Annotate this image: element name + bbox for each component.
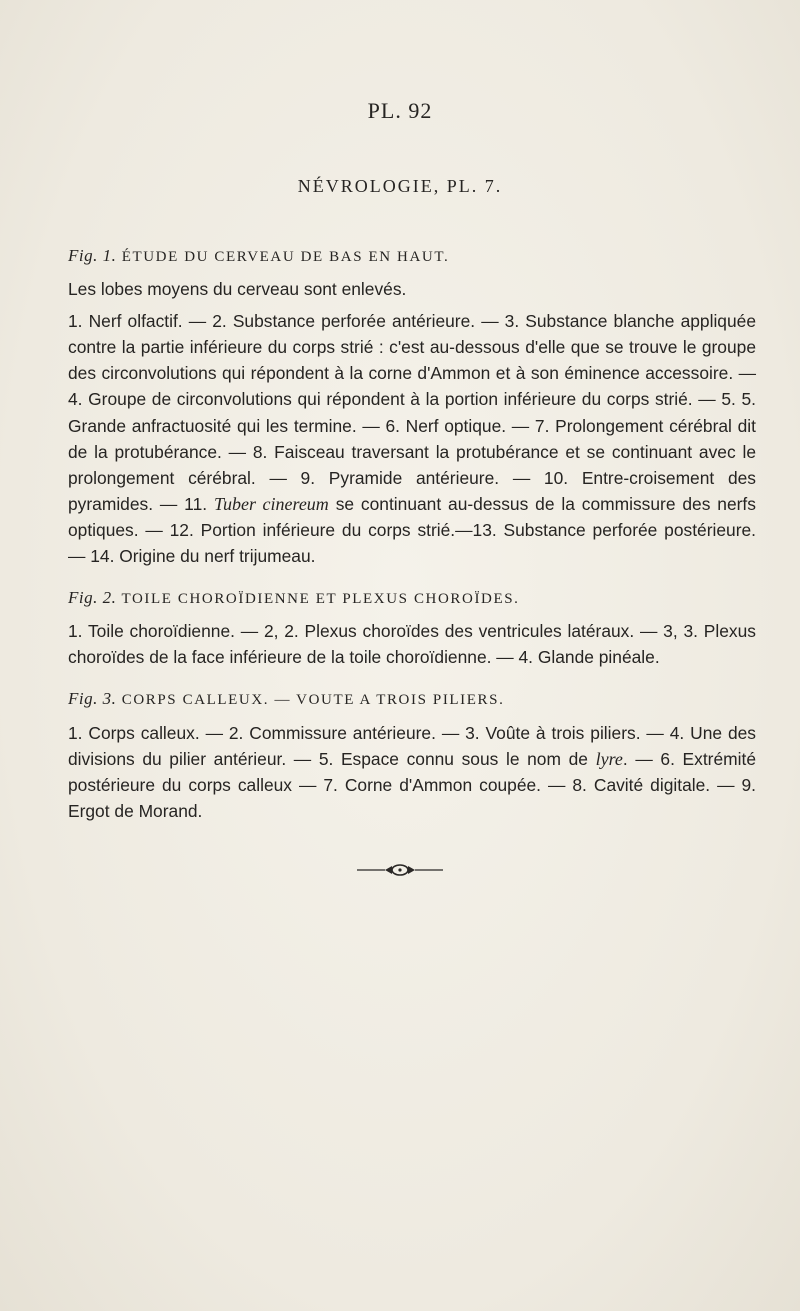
fleuron-ornament-icon [355, 860, 445, 880]
fig-1-label: Fig. 1. [68, 246, 117, 265]
fig-3-label: Fig. 3. [68, 689, 117, 709]
fig-1-legend-part-a: 1. Nerf olfactif. — 2. Substance perforée antérieure. — 3. Substance blanche appliquée contre la partie inférieure du corps strié : c'est au-dessous d'elle que se trouve le groupe des circonvolutions qui répondent à la corne d'Ammon et à son éminence accessoire. — 4. Groupe de circonvolutions qui répondent à la portion inférieure du corps strié. — 5. 5. Grande anfractuosité qui les termine. — 6. Nerf optique. — 7. Prolongement cérébral dit de la protubérance. — 8. Faisceau traversant la protubérance et se continuant avec le prolongement cérébral. — 9. Pyramide antérieure. — 10. Entre-croisement des pyramides. — 11. [68, 311, 756, 514]
fig-2-legend: 1. Toile choroïdienne. — 2, 2. Plexus choroïdes des ventricules latéraux. — 3, 3. Plexus choroïdes de la face inférieure de la toile choroïdienne. — 4. Glande pinéale. [68, 621, 756, 668]
plate-number: PL. 92 [367, 98, 433, 123]
fig-3-heading [68, 686, 756, 713]
fig-3-legend-part-b: . — 6. Extrémité postérieure du corps calleux — 7. Corne d'Ammon coupée. — 8. Cavité digitale. — 9. Ergot de Morand. [68, 748, 756, 821]
fig-2-label: Fig. 2. [68, 588, 117, 608]
fig-1-legend [68, 308, 756, 569]
fig-3-title: CORPS CALLEUX. — VOUTE A TROIS PILIERS. [121, 692, 505, 709]
section-title: NÉVROLOGIE, PL. 7. [297, 176, 503, 196]
fig-2-title: TOILE CHOROÏDIENNE ET PLEXUS CHOROÏDES. [121, 591, 520, 608]
fig-1-legend-italic: Tuber cinereum [213, 493, 329, 514]
fig-3-legend-italic: lyre [595, 748, 623, 769]
fig-1-title: ÉTUDE DU CERVEAU DE BAS EN HAUT. [121, 249, 450, 265]
fig-3-legend-part-a: 1. Corps calleux. — 2. Commissure antérieure. — 3. Voûte à trois piliers. — 4. Une des divisions du pilier antérieur. — 5. Espace connu sous le nom de [68, 722, 756, 769]
fig-2-heading [68, 585, 756, 612]
fig-1-legend-part-b: se continuant au-dessus de la commissure des nerfs optiques. — 12. Portion inférieure du corps strié.—13. Substance perforée postérieure. — 14. Origine du nerf trijumeau. [68, 493, 756, 567]
fig-1-heading [68, 243, 756, 270]
figure-legends [68, 243, 756, 824]
fig-3-legend [68, 720, 756, 824]
fig-1-intro: Les lobes moyens du cerveau sont enlevés. [68, 279, 407, 300]
